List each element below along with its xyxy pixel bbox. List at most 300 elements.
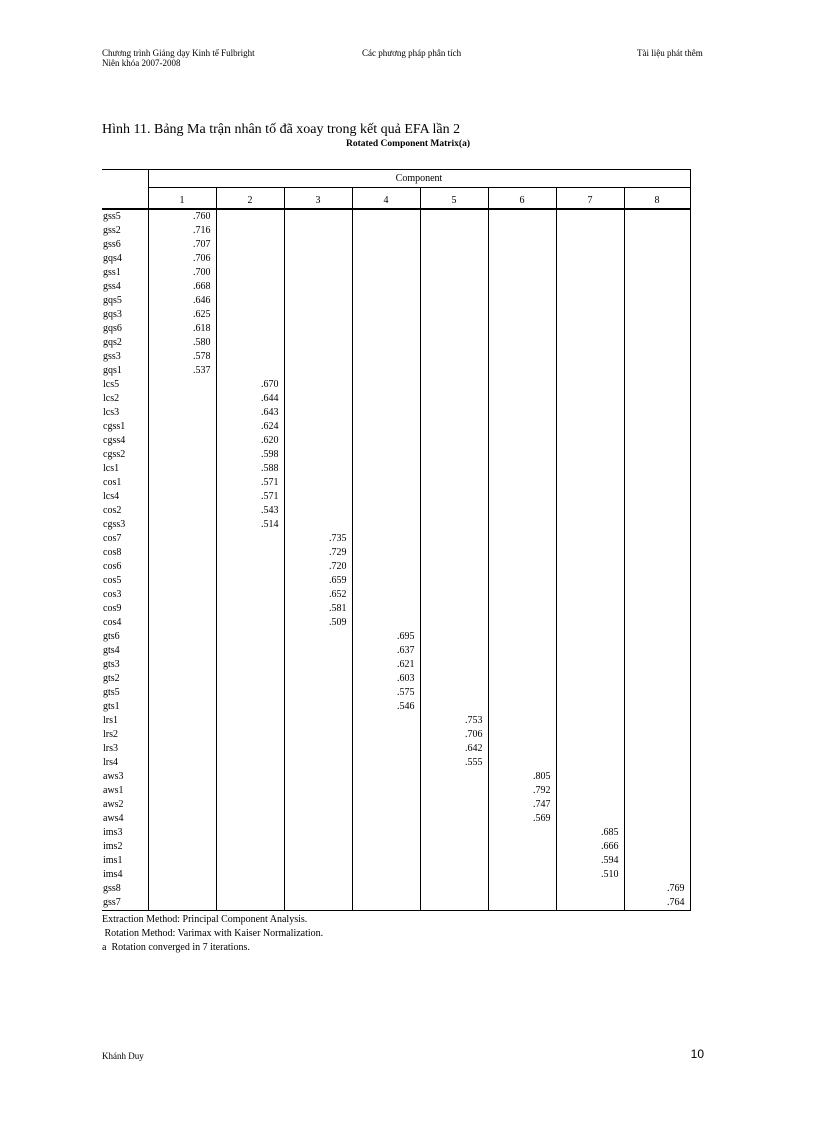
loading-cell [624, 266, 690, 280]
table-row [102, 672, 690, 686]
loading-cell [284, 770, 352, 784]
loading-cell [488, 378, 556, 392]
header-center: Các phương pháp phân tích [362, 48, 462, 58]
loading-cell [148, 756, 216, 770]
loading-cell [148, 868, 216, 882]
loading-cell: .578 [148, 350, 216, 364]
loading-cell [488, 882, 556, 896]
table-row [102, 770, 690, 784]
loading-cell [556, 560, 624, 574]
loading-cell [624, 756, 690, 770]
loading-cell [556, 209, 624, 224]
loading-cell [216, 840, 284, 854]
loading-cell [624, 392, 690, 406]
loading-cell: .624 [216, 420, 284, 434]
variable-label: cos7 [102, 532, 148, 546]
loading-cell [420, 840, 488, 854]
loading-cell [216, 209, 284, 224]
loading-cell [624, 308, 690, 322]
loading-cell [556, 756, 624, 770]
component-number: 7 [556, 188, 624, 210]
loading-cell [624, 406, 690, 420]
loading-cell [284, 518, 352, 532]
loading-cell: .510 [556, 868, 624, 882]
variable-label: gts1 [102, 700, 148, 714]
table-row [102, 322, 690, 336]
loading-cell [556, 462, 624, 476]
loading-cell [352, 238, 420, 252]
loading-cell [556, 616, 624, 630]
loading-cell [284, 784, 352, 798]
loading-cell: .621 [352, 658, 420, 672]
table-row [102, 644, 690, 658]
table-row [102, 728, 690, 742]
table-row [102, 658, 690, 672]
loading-cell [148, 700, 216, 714]
loading-cell [352, 364, 420, 378]
loading-cell [420, 252, 488, 266]
table-row [102, 308, 690, 322]
variable-label: gss7 [102, 896, 148, 911]
loading-cell [624, 686, 690, 700]
table-row [102, 798, 690, 812]
loading-cell [488, 532, 556, 546]
table-row [102, 252, 690, 266]
variable-label: gts6 [102, 630, 148, 644]
loading-cell [624, 532, 690, 546]
loading-cell [148, 378, 216, 392]
loading-cell [284, 644, 352, 658]
loading-cell [556, 294, 624, 308]
loading-cell [216, 770, 284, 784]
loading-cell [352, 476, 420, 490]
loading-cell [420, 308, 488, 322]
component-number: 5 [420, 188, 488, 210]
loading-cell [148, 448, 216, 462]
loading-cell [352, 896, 420, 911]
variable-label: gss4 [102, 280, 148, 294]
variable-label: lrs4 [102, 756, 148, 770]
loading-cell [148, 728, 216, 742]
loading-cell [352, 714, 420, 728]
loading-cell [420, 476, 488, 490]
loading-cell: .659 [284, 574, 352, 588]
loading-cell [624, 476, 690, 490]
variable-label: gqs5 [102, 294, 148, 308]
loading-cell [488, 252, 556, 266]
loading-cell [352, 854, 420, 868]
variable-label: aws3 [102, 770, 148, 784]
loading-cell [624, 434, 690, 448]
loading-cell [624, 588, 690, 602]
variable-label: gss5 [102, 209, 148, 224]
loading-cell [352, 770, 420, 784]
loading-cell [556, 448, 624, 462]
loading-cell: .580 [148, 336, 216, 350]
loading-cell [216, 630, 284, 644]
variable-label: gqs2 [102, 336, 148, 350]
loading-cell [624, 280, 690, 294]
loading-cell [148, 742, 216, 756]
loading-cell [488, 420, 556, 434]
variable-label: ims1 [102, 854, 148, 868]
variable-label: gss3 [102, 350, 148, 364]
loading-cell [420, 574, 488, 588]
loading-cell [488, 602, 556, 616]
loading-cell [488, 756, 556, 770]
loading-cell [148, 630, 216, 644]
variable-label: cos5 [102, 574, 148, 588]
variable-label: gss2 [102, 224, 148, 238]
loading-cell: .760 [148, 209, 216, 224]
loading-cell [420, 209, 488, 224]
loading-cell: .571 [216, 490, 284, 504]
loading-cell [352, 518, 420, 532]
component-number: 3 [284, 188, 352, 210]
loading-cell [216, 546, 284, 560]
loading-cell [352, 812, 420, 826]
loading-cell [284, 322, 352, 336]
loading-cell [216, 252, 284, 266]
table-row [102, 588, 690, 602]
table-row [102, 896, 690, 911]
loading-cell [352, 224, 420, 238]
loading-cell: .643 [216, 406, 284, 420]
loading-cell [420, 658, 488, 672]
loading-cell [420, 420, 488, 434]
loading-cell: .646 [148, 294, 216, 308]
loading-cell [148, 826, 216, 840]
loading-cell [488, 350, 556, 364]
loading-cell [488, 448, 556, 462]
loading-cell [216, 588, 284, 602]
loading-cell [284, 476, 352, 490]
variable-label: cos1 [102, 476, 148, 490]
loading-cell [148, 672, 216, 686]
loading-cell [148, 812, 216, 826]
loading-cell [556, 630, 624, 644]
loading-cell [148, 574, 216, 588]
loading-cell: .716 [148, 224, 216, 238]
loading-cell [488, 266, 556, 280]
loading-cell [556, 252, 624, 266]
loading-cell [488, 854, 556, 868]
loading-cell [624, 448, 690, 462]
variable-label: gts4 [102, 644, 148, 658]
table-row [102, 756, 690, 770]
loading-cell [556, 490, 624, 504]
loading-cell [556, 532, 624, 546]
loading-cell: .735 [284, 532, 352, 546]
loading-cell [352, 448, 420, 462]
loading-cell: .670 [216, 378, 284, 392]
loading-cell [420, 686, 488, 700]
loading-cell [284, 672, 352, 686]
loading-cell [284, 742, 352, 756]
component-number: 6 [488, 188, 556, 210]
loading-cell [352, 392, 420, 406]
variable-label: aws1 [102, 784, 148, 798]
loading-cell [624, 209, 690, 224]
loading-cell [216, 308, 284, 322]
loading-cell [624, 742, 690, 756]
loading-cell [284, 238, 352, 252]
loading-cell: .668 [148, 280, 216, 294]
table-row [102, 574, 690, 588]
loading-cell [556, 714, 624, 728]
loading-cell [284, 336, 352, 350]
table-row [102, 616, 690, 630]
variable-label: gts5 [102, 686, 148, 700]
loading-cell [216, 784, 284, 798]
loading-cell [216, 658, 284, 672]
loading-cell [420, 532, 488, 546]
loading-cell [420, 826, 488, 840]
loading-cell [624, 602, 690, 616]
loading-cell [488, 574, 556, 588]
loading-cell [624, 252, 690, 266]
loading-cell [284, 896, 352, 911]
loading-cell [556, 672, 624, 686]
loading-cell [284, 462, 352, 476]
loading-cell [352, 728, 420, 742]
loading-cell [352, 742, 420, 756]
loading-cell [556, 742, 624, 756]
loading-cell [216, 616, 284, 630]
loading-cell [420, 784, 488, 798]
loading-cell [352, 798, 420, 812]
loading-cell [216, 812, 284, 826]
loading-cell [216, 574, 284, 588]
loading-cell [420, 224, 488, 238]
loading-cell [284, 686, 352, 700]
note-rotation: Rotation Method: Varimax with Kaiser Normalization. [102, 928, 324, 939]
table-row [102, 826, 690, 840]
variable-label: lrs3 [102, 742, 148, 756]
loading-cell [556, 308, 624, 322]
loading-cell [148, 420, 216, 434]
variable-label: cgss3 [102, 518, 148, 532]
loading-cell [352, 882, 420, 896]
loading-cell [352, 784, 420, 798]
variable-label: lcs3 [102, 406, 148, 420]
loading-cell [624, 658, 690, 672]
loading-cell [148, 602, 216, 616]
table-row [102, 294, 690, 308]
table-row [102, 784, 690, 798]
loading-cell [488, 896, 556, 911]
loading-cell: .792 [488, 784, 556, 798]
table-row [102, 434, 690, 448]
table-row [102, 336, 690, 350]
loading-cell [216, 826, 284, 840]
loading-cell: .598 [216, 448, 284, 462]
loading-cell [420, 462, 488, 476]
loading-cell [216, 294, 284, 308]
loading-cell [488, 588, 556, 602]
loading-cell [284, 406, 352, 420]
loading-cell: .588 [216, 462, 284, 476]
table-row [102, 266, 690, 280]
loading-cell [352, 209, 420, 224]
loading-cell [556, 280, 624, 294]
loading-cell [148, 854, 216, 868]
loading-cell [420, 434, 488, 448]
loading-cell: .603 [352, 672, 420, 686]
loading-cell [624, 840, 690, 854]
loading-cell [488, 504, 556, 518]
loading-cell: .571 [216, 476, 284, 490]
loading-cell [148, 546, 216, 560]
footer-author: Khánh Duy [102, 1051, 144, 1061]
header-year: Niên khóa 2007-2008 [102, 58, 181, 68]
note-convergence: a Rotation converged in 7 iterations. [102, 942, 250, 953]
loading-cell [420, 490, 488, 504]
loading-cell [148, 784, 216, 798]
loading-cell [624, 826, 690, 840]
header-program: Chương trình Giảng dạy Kinh tế Fulbright [102, 48, 255, 58]
loading-cell [284, 364, 352, 378]
loading-cell [556, 770, 624, 784]
rotated-component-matrix [102, 169, 691, 911]
loading-cell [420, 378, 488, 392]
loading-cell [488, 209, 556, 224]
loading-cell [148, 770, 216, 784]
loading-cell [420, 322, 488, 336]
loading-cell [488, 630, 556, 644]
loading-cell [284, 308, 352, 322]
table-row [102, 812, 690, 826]
loading-cell [284, 378, 352, 392]
loading-cell [148, 616, 216, 630]
loading-cell [556, 546, 624, 560]
loading-cell [284, 209, 352, 224]
loading-cell [556, 812, 624, 826]
table-row [102, 490, 690, 504]
loading-cell [624, 644, 690, 658]
loading-cell: .700 [148, 266, 216, 280]
loading-cell [488, 868, 556, 882]
loading-cell [284, 882, 352, 896]
loading-cell [148, 588, 216, 602]
loading-cell [488, 742, 556, 756]
loading-cell [488, 672, 556, 686]
loading-cell [556, 882, 624, 896]
loading-cell [488, 322, 556, 336]
loading-cell [624, 546, 690, 560]
variable-label: cos8 [102, 546, 148, 560]
loading-cell [624, 336, 690, 350]
loading-cell [148, 896, 216, 911]
loading-cell [624, 490, 690, 504]
loading-cell [624, 574, 690, 588]
loading-cell [556, 476, 624, 490]
variable-label: cos9 [102, 602, 148, 616]
loading-cell [556, 644, 624, 658]
loading-cell [284, 700, 352, 714]
loading-cell [352, 532, 420, 546]
loading-cell [488, 686, 556, 700]
loading-cell [216, 854, 284, 868]
table-row [102, 238, 690, 252]
table-row [102, 840, 690, 854]
table-row [102, 854, 690, 868]
loading-cell [352, 406, 420, 420]
loading-cell [420, 336, 488, 350]
loading-cell [488, 476, 556, 490]
loading-cell [420, 280, 488, 294]
loading-cell [420, 630, 488, 644]
loading-cell [624, 364, 690, 378]
table-row [102, 602, 690, 616]
loading-cell [420, 602, 488, 616]
loading-cell: .537 [148, 364, 216, 378]
loading-cell: .543 [216, 504, 284, 518]
table-row [102, 546, 690, 560]
variable-label: lcs1 [102, 462, 148, 476]
variable-label: gqs1 [102, 364, 148, 378]
loading-cell [556, 364, 624, 378]
loading-cell [352, 574, 420, 588]
note-extraction: Extraction Method: Principal Component Analysis. [102, 914, 308, 925]
loading-cell [352, 462, 420, 476]
loading-cell [420, 504, 488, 518]
loading-cell [556, 238, 624, 252]
loading-cell [352, 322, 420, 336]
loading-cell [284, 854, 352, 868]
variable-label: lcs2 [102, 392, 148, 406]
loading-cell [284, 350, 352, 364]
loading-cell: .706 [420, 728, 488, 742]
loading-cell [284, 826, 352, 840]
variable-label: lcs5 [102, 378, 148, 392]
loading-cell [556, 504, 624, 518]
loading-cell [420, 518, 488, 532]
loading-cell [488, 700, 556, 714]
table-row [102, 350, 690, 364]
loading-cell: .546 [352, 700, 420, 714]
loading-cell [624, 504, 690, 518]
loading-cell: .555 [420, 756, 488, 770]
loading-cell [148, 476, 216, 490]
table-row [102, 448, 690, 462]
loading-cell [488, 224, 556, 238]
loading-cell [284, 280, 352, 294]
matrix-body [102, 209, 690, 911]
variable-label: gss8 [102, 882, 148, 896]
loading-cell [284, 392, 352, 406]
page-number: 10 [690, 1047, 704, 1061]
component-number-row [102, 188, 690, 210]
loading-cell [624, 854, 690, 868]
loading-cell [284, 812, 352, 826]
loading-cell [556, 798, 624, 812]
loading-cell [624, 238, 690, 252]
loading-cell [556, 350, 624, 364]
loading-cell [352, 266, 420, 280]
table-row [102, 742, 690, 756]
loading-cell [420, 770, 488, 784]
loading-cell: .753 [420, 714, 488, 728]
loading-cell [420, 560, 488, 574]
loading-cell [284, 252, 352, 266]
loading-cell: .720 [284, 560, 352, 574]
loading-cell: .707 [148, 238, 216, 252]
loading-cell [556, 602, 624, 616]
table-row [102, 364, 690, 378]
loading-cell [420, 700, 488, 714]
loading-cell: .769 [624, 882, 690, 896]
